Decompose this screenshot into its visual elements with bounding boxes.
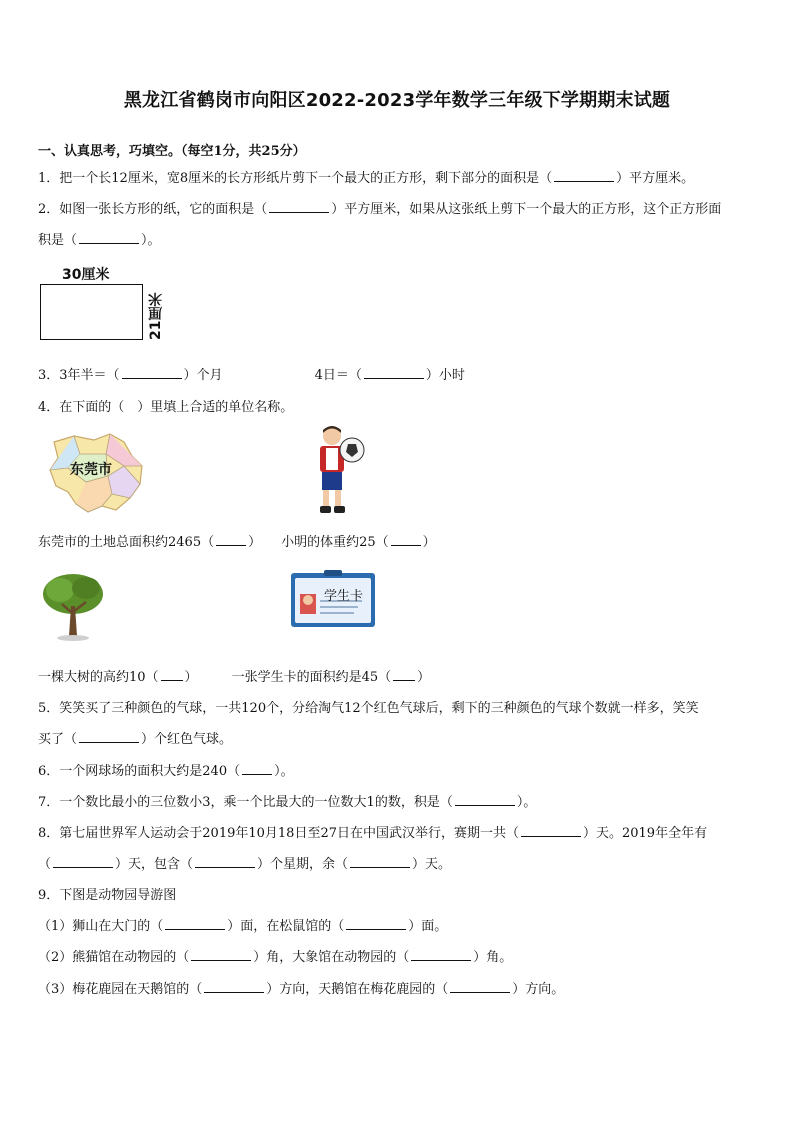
question-5: 5．笑笑买了三种颜色的气球，一共120个，分给淘气12个红色气球后，剩下的三种颜色的气球个数就一样多，笑笑 bbox=[38, 701, 699, 716]
answer-blank[interactable] bbox=[455, 793, 515, 806]
question-9-part2 bbox=[38, 946, 512, 965]
answer-blank[interactable] bbox=[79, 231, 139, 244]
q8-text-days: ）天，包含（ bbox=[115, 857, 194, 872]
question-2 bbox=[38, 198, 721, 217]
question-4: 4．在下面的（ ）里填上合适的单位名称。 bbox=[38, 400, 294, 415]
question-4-row1 bbox=[38, 531, 436, 550]
answer-blank[interactable] bbox=[216, 533, 246, 546]
page-title: 黑龙江省鹤岗市向阳区2022-2023学年数学三年级下学期期末试题 bbox=[123, 90, 671, 111]
question-5-line2 bbox=[38, 728, 232, 747]
q9-3-text-end: ）方向。 bbox=[512, 982, 565, 997]
answer-blank[interactable] bbox=[165, 917, 225, 930]
answer-blank[interactable] bbox=[411, 948, 471, 961]
paren-close: ） bbox=[184, 670, 198, 685]
answer-blank[interactable] bbox=[195, 855, 255, 868]
map-city-label: 东莞市 bbox=[70, 462, 112, 478]
question-6 bbox=[38, 760, 294, 779]
q4-item-card-area: 一张学生卡的面积约是45（ bbox=[231, 670, 392, 685]
question-3 bbox=[38, 364, 465, 383]
answer-blank[interactable] bbox=[364, 366, 424, 379]
section-heading: 一、认真思考，巧填空。（每空1分，共25分） bbox=[38, 144, 306, 159]
answer-blank[interactable] bbox=[269, 200, 329, 213]
q3-text-unit: ）个月 bbox=[183, 368, 223, 383]
q4-item-height: 一棵大树的高约10（ bbox=[38, 670, 159, 685]
q9-1-text-cont: ）面，在松鼠馆的（ bbox=[227, 919, 345, 934]
paren-close: ） bbox=[417, 670, 431, 685]
q8-text-weeks: ）个星期，余（ bbox=[257, 857, 349, 872]
answer-blank[interactable] bbox=[554, 169, 614, 182]
q8-text-cont: ）天。2019年全年有 bbox=[582, 826, 708, 841]
q2-text-line2: 积是（ bbox=[38, 233, 78, 248]
q5-text-end: ）个红色气球。 bbox=[141, 732, 233, 747]
answer-blank[interactable] bbox=[122, 366, 182, 379]
question-7 bbox=[38, 791, 536, 810]
paren-close: ） bbox=[422, 535, 436, 550]
rectangle-length-label: 30厘米 bbox=[62, 267, 110, 283]
answer-blank[interactable] bbox=[391, 533, 421, 546]
question-4-row2 bbox=[38, 666, 430, 685]
q9-3-text: （3）梅花鹿园在天鹅馆的（ bbox=[38, 982, 203, 997]
q4-item-area: 东莞市的土地总面积约2465（ bbox=[38, 535, 215, 550]
question-8-line2 bbox=[38, 853, 451, 872]
question-8 bbox=[38, 822, 707, 841]
student-card-label: 学生卡 bbox=[324, 589, 364, 604]
question-9-part1 bbox=[38, 915, 447, 934]
answer-blank[interactable] bbox=[350, 855, 410, 868]
answer-blank[interactable] bbox=[191, 948, 251, 961]
answer-blank[interactable] bbox=[346, 917, 406, 930]
answer-blank[interactable] bbox=[204, 980, 264, 993]
q9-2-text-end: ）角。 bbox=[473, 950, 513, 965]
q8-text: 8．第七届世界军人运动会于2019年10月18日至27日在中国武汉举行，赛期一共（ bbox=[38, 826, 519, 841]
q2-text-cont: ）平方厘米，如果从这张纸上剪下一个最大的正方形，这个正方形面 bbox=[331, 202, 722, 217]
q3-text-2: 4日＝（ bbox=[314, 368, 362, 383]
paren-open: （ bbox=[38, 857, 52, 872]
boy-with-ball-image bbox=[312, 424, 368, 516]
answer-blank[interactable] bbox=[521, 824, 581, 837]
question-2-line2 bbox=[38, 229, 161, 248]
rectangle-width-label: 21厘米 bbox=[148, 292, 164, 340]
q1-text-end: ）平方厘米。 bbox=[616, 171, 695, 186]
q4-item-weight: 小明的体重约25（ bbox=[281, 535, 389, 550]
question-9: 9．下图是动物园导游图 bbox=[38, 888, 177, 903]
q7-text: 7．一个数比最小的三位数小3，乘一个比最大的一位数大1的数，积是（ bbox=[38, 795, 453, 810]
answer-blank[interactable] bbox=[53, 855, 113, 868]
q5-text: 买了（ bbox=[38, 732, 78, 747]
answer-blank[interactable] bbox=[79, 730, 139, 743]
answer-blank[interactable] bbox=[161, 668, 183, 681]
q9-3-text-cont: ）方向，天鹅馆在梅花鹿园的（ bbox=[266, 982, 449, 997]
answer-blank[interactable] bbox=[450, 980, 510, 993]
q3-text-unit-2: ）小时 bbox=[425, 368, 465, 383]
q9-1-text-end: ）面。 bbox=[408, 919, 448, 934]
question-9-part3 bbox=[38, 978, 564, 997]
q6-text: 6．一个网球场的面积大约是240（ bbox=[38, 764, 241, 779]
q3-text: 3．3年半＝（ bbox=[38, 368, 120, 383]
answer-blank[interactable] bbox=[393, 668, 415, 681]
q2-text-end: ）。 bbox=[141, 233, 161, 248]
rectangle-figure bbox=[40, 284, 143, 340]
q9-1-text: （1）狮山在大门的（ bbox=[38, 919, 164, 934]
q7-text-end: ）。 bbox=[516, 795, 537, 810]
answer-blank[interactable] bbox=[242, 762, 272, 775]
tree-image bbox=[40, 570, 106, 644]
paren-close: ） bbox=[248, 535, 262, 550]
q9-2-text-cont: ）角，大象馆在动物园的（ bbox=[253, 950, 410, 965]
q9-2-text: （2）熊猫馆在动物园的（ bbox=[38, 950, 190, 965]
q1-text: 1．把一个长12厘米，宽8厘米的长方形纸片剪下一个最大的正方形，剩下部分的面积是（ bbox=[38, 171, 553, 186]
q8-text-end: ）天。 bbox=[412, 857, 452, 872]
q6-text-end: ）。 bbox=[274, 764, 294, 779]
q2-text: 2．如图一张长方形的纸，它的面积是（ bbox=[38, 202, 268, 217]
question-1 bbox=[38, 167, 694, 186]
